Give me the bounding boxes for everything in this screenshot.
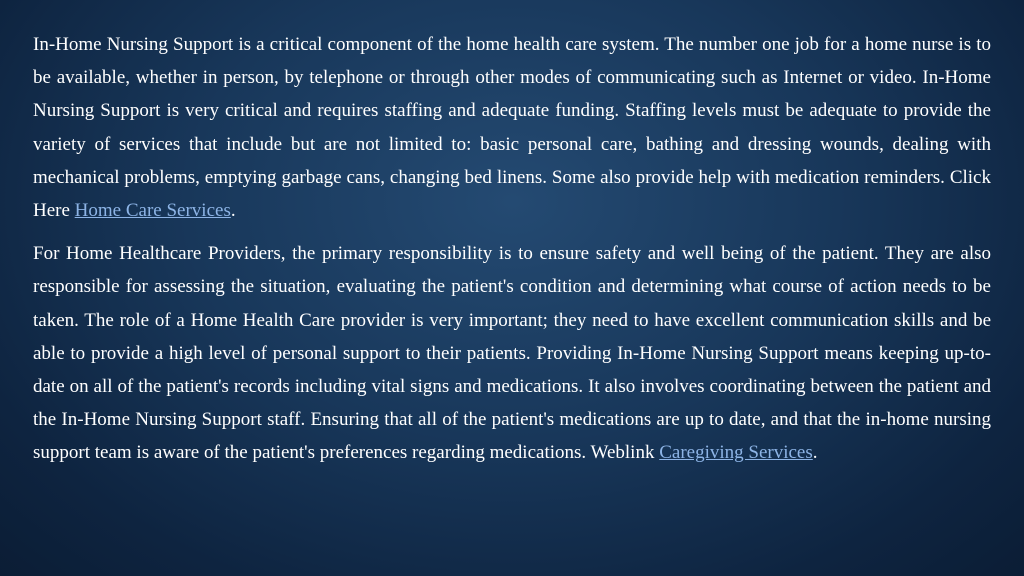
paragraph-2-text: For Home Healthcare Providers, the primary responsibility is to ensure safety and well being of the patient. They are also responsible for assessing the situation, evaluating the patient's condition and determining what course of action needs to be taken. The role of a Home Health Care provider is very important; they need to have excellent communication skills and be able to provide a high level of personal support to their patients. Providing In-Home Nursing Support means keeping up-to-date on all of the patient's records including vital signs and medications. It also involves coordinating between the patient and the In-Home Nursing Support staff. Ensuring that all of the patient's medications are up to date, and that the in-home nursing support team is aware of the patient's preferences regarding medications. Weblink xyxy=(33,243,991,464)
paragraph-1-text: In-Home Nursing Support is a critical component of the home health care system. The number one job for a home nurse is to be available, whether in person, by telephone or through other modes of communicating such as Internet or video. In-Home Nursing Support is very critical and requires staffing and adequate funding. Staffing levels must be adequate to provide the variety of services that include but are not limited to: basic personal care, bathing and dressing wounds, dealing with mechanical problems, emptying garbage cans, changing bed linens. Some also provide help with medication reminders. Click Here xyxy=(33,34,991,222)
paragraph-1-period: . xyxy=(230,200,236,222)
paragraph-home-healthcare-providers xyxy=(33,237,991,469)
paragraph-2-period: . xyxy=(812,442,818,464)
home-care-services-link[interactable]: Home Care Services xyxy=(74,200,231,222)
paragraph-home-nursing-support xyxy=(33,28,991,227)
caregiving-services-link[interactable]: Caregiving Services xyxy=(659,442,813,464)
